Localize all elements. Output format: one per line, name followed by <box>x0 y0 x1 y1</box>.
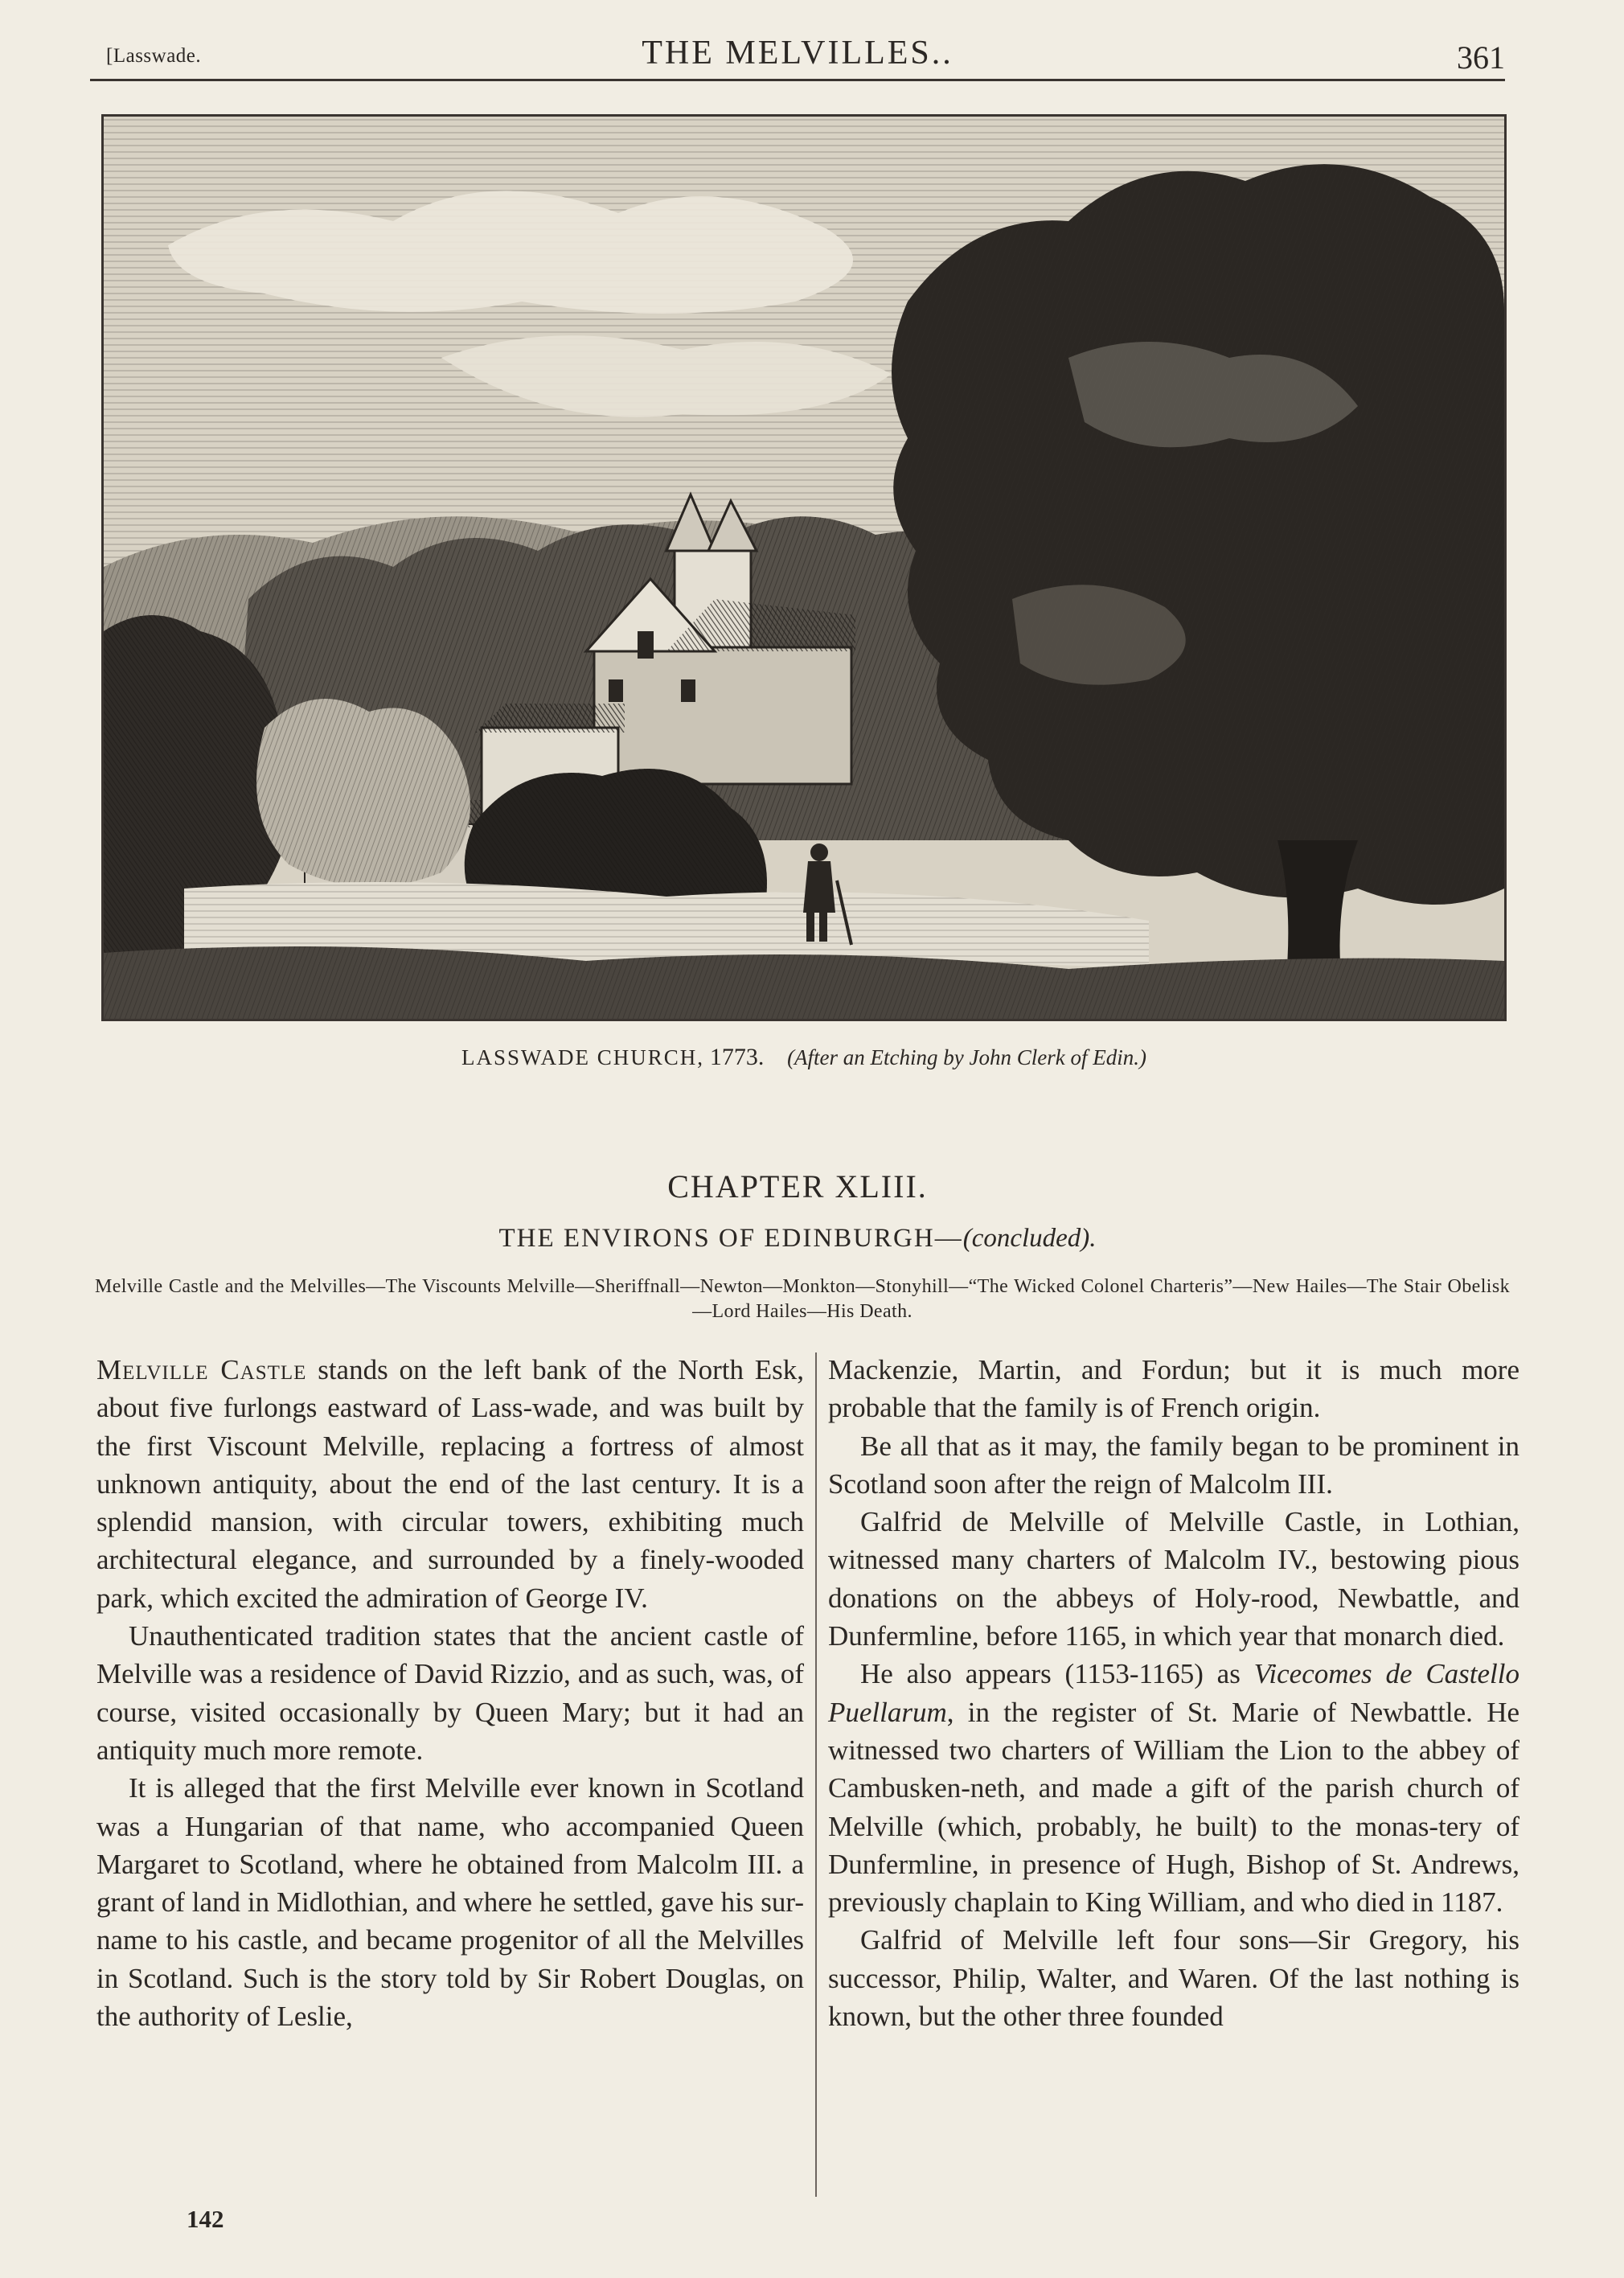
caption-year: 1773. <box>709 1044 765 1070</box>
paragraph: Mackenzie, Martin, and Fordun; but it is much more probable that the family is of French origin. <box>828 1354 1519 1424</box>
running-head-title: THE MELVILLES.. <box>642 35 953 72</box>
illustration-caption <box>101 1044 1507 1071</box>
signature-mark: 142 <box>187 2205 224 2233</box>
paragraph-text: He also appears (1153-1165) as <box>860 1658 1254 1690</box>
caption-title: LASSWADE CHURCH, <box>461 1045 705 1069</box>
paragraph-text: stands on the left bank of the North Esk, about five furlongs eastward of Lass-wade, and was built by the first Viscount Melville, replacing a fortress of almost unknown antiquity, about the end of the last century. It is a splendid mansion, with circular towers, exhibiting much architectural elegance, and surrounded by a finely-wooded park, which excited the admiration of George IV. <box>96 1354 804 1614</box>
chapter-subtitle <box>90 1224 1505 1254</box>
engraving-illustration <box>101 114 1507 1021</box>
chapter-subtitle-main: THE ENVIRONS OF EDINBURGH— <box>498 1224 963 1253</box>
caption-credit: (After an Etching by John Clerk of Edin.) <box>787 1045 1146 1069</box>
header-rule <box>90 79 1505 81</box>
paragraph: Unauthenticated tradition states that the ancient castle of Melville was a residence of David Rizzio, and as such, was, of course, visited occasionally by Queen Mary; but it had an antiquity much more remote. <box>96 1620 804 1766</box>
paragraph-text: , in the register of St. Marie of Newbattle. He witnessed two charters of William the Lion to the abbey of Cambusken-neth, and made a gift of the parish church of Melville (which, probably, he built) to the monas-tery of Dunfermline, in presence of Hugh, Bishop of St. Andrews, previously chaplain to King William, and who died in 1187. <box>828 1696 1519 1919</box>
paragraph <box>96 1351 804 1617</box>
paragraph-lead: Melville Castle <box>96 1354 307 1385</box>
chapter-synopsis: Melville Castle and the Melvilles—The Viscounts Melville—Sheriffnall—Newton—Monkton—Stonyhill—“The Wicked Colonel Charteris”—New Hailes—The Stair Obelisk—Lord Hailes—His Death. <box>95 1276 1510 1322</box>
lasswade-church-engraving <box>104 117 1504 1019</box>
page-number: 361 <box>1457 39 1505 76</box>
column-divider <box>815 1352 817 2197</box>
paragraph: Be all that as it may, the family began to be prominent in Scotland soon after the reign of Malcolm III. <box>828 1430 1519 1500</box>
paragraph: It is alleged that the first Melville ever known in Scotland was a Hungarian of that name, who accompanied Queen Margaret to Scotland, where he obtained from Malcolm III. a grant of land in Midlothian, and where he settled, gave his sur-name to his castle, and became progenitor of all the Melvilles in Scotland. Such is the story told by Sir Robert Douglas, on the authority of Leslie, <box>96 1772 804 2033</box>
running-head-section: [Lasswade. <box>106 45 202 67</box>
chapter-heading: CHAPTER XLIII. <box>667 1168 928 1205</box>
running-head <box>90 31 1505 79</box>
left-text-column <box>96 1351 804 2035</box>
right-text-column <box>828 1351 1519 2035</box>
paragraph: Galfrid de Melville of Melville Castle, in Lothian, witnessed many charters of Malcolm IV., bestowing pious donations on the abbeys of Holy-rood, Newbattle, and Dunfermline, before 1165, in which year that monarch died. <box>828 1506 1519 1652</box>
paragraph: Galfrid of Melville left four sons—Sir Gregory, his successor, Philip, Walter, and Waren. Of the last nothing is known, but the other three founded <box>828 1924 1519 2033</box>
latin-title: Vicecomes de Castello Puellarum <box>828 1658 1520 1728</box>
paragraph <box>828 1655 1519 1921</box>
chapter-subtitle-concluded: (concluded). <box>962 1224 1097 1253</box>
